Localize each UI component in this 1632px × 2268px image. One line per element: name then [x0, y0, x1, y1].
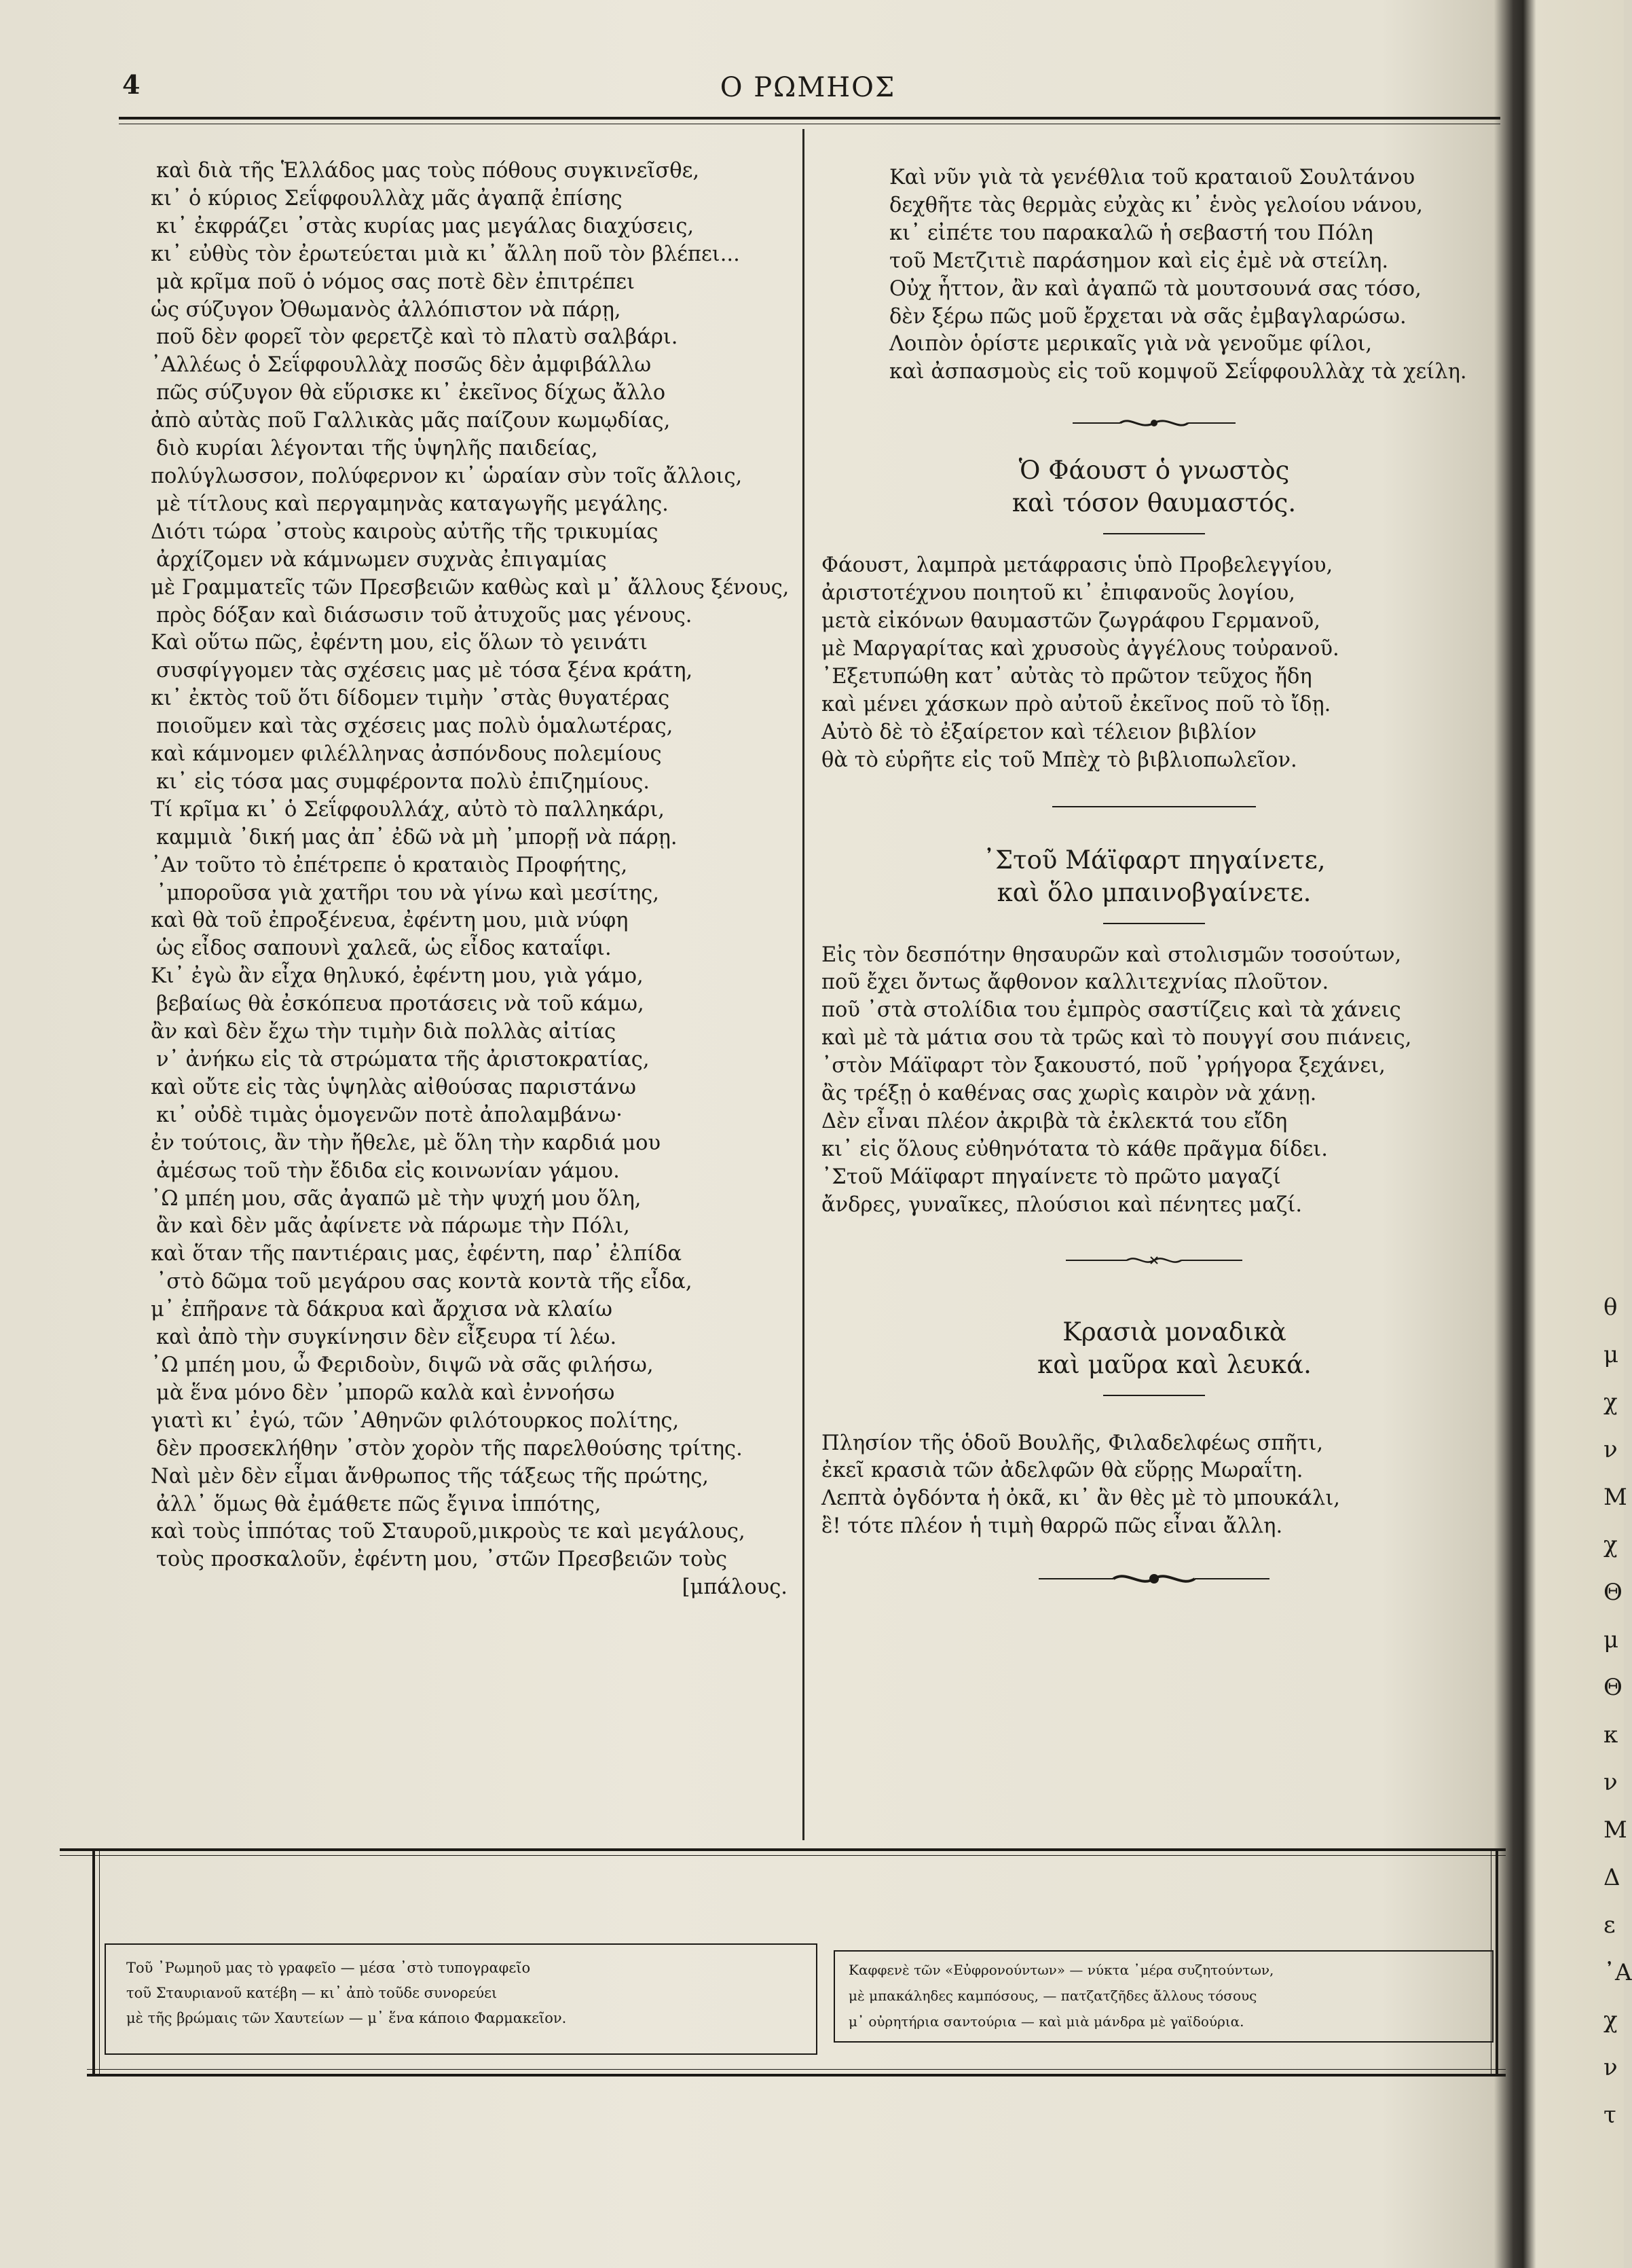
ad-lines: [106, 1945, 816, 2031]
poem-line: μὲ τίτλους καὶ περγαμηνὰς καταγωγῆς μεγάλης.: [156, 492, 669, 516]
poem-last-word: [μπάλους.: [682, 1575, 787, 1600]
poem-line: ᾽στὸ δῶμα τοῦ μεγάρου σας κοντὰ κοντὰ τῆς εἶδα,: [156, 1270, 692, 1294]
edge-letter: χ: [1603, 1531, 1618, 1558]
poem-line: βεβαίως θὰ ἐσκόπευα προτάσεις νὰ τοῦ κάμω,: [156, 992, 644, 1017]
poem-line: Καὶ οὕτω πῶς, ἐφέντη μου, εἰς ὅλων τὸ γεινάτι: [151, 631, 648, 655]
ornament-divider: [815, 1568, 1494, 1595]
poem-line: καὶ οὔτε εἰς τὰς ὑψηλὰς αἰθούσας παριστάνω: [151, 1075, 637, 1099]
verse-line: Πλησίον τῆς ὁδοῦ Βουλῆς, Φιλαδελφέως σπῆτι,: [821, 1431, 1324, 1455]
poem-line: ἀρχίζομεν νὰ κάμνωμεν συχνὰς ἐπιγαμίας: [156, 547, 607, 572]
poem-line: Τί κρῖμα κι᾽ ὁ Σεΐφφουλλάχ, αὐτὸ τὸ παλληκάρι,: [151, 797, 665, 822]
section-subtitle: καὶ τόσον θαυμαστός.: [1012, 488, 1297, 518]
edge-letter: ε: [1603, 1912, 1616, 1939]
advertisement-cafe: [834, 1950, 1494, 2043]
poem-line: τοὺς προσκαλοῦν, ἐφέντη μου, ᾽στῶν Πρεσβειῶν τοὺς: [156, 1548, 728, 1572]
poem-line: κι᾽ ὁ κύριος Σεΐφφουλλὰχ μᾶς ἀγαπᾷ ἐπίσης: [151, 186, 623, 211]
poem-line: ᾽Ω μπέη μου, σᾶς ἀγαπῶ μὲ τὴν ψυχή μου ὅλη,: [151, 1186, 642, 1211]
wine-section: [815, 1316, 1494, 1541]
verse-line: Δὲν εἶναι πλέον ἀκριβὰ τὰ ἐκλεκτά του εἴδη: [821, 1109, 1288, 1133]
verse-line: κι᾽ εἰπέτε του παρακαλῶ ἡ σεβαστή του Πόλη: [889, 221, 1373, 245]
edge-letter: ᾽Α: [1603, 1959, 1632, 1986]
poem-line: ᾽Αλλέως ὁ Σεΐφφουλλὰχ ποσῶς δὲν ἀμφιβάλλω: [151, 353, 652, 378]
frame-top-rule: [60, 1848, 1506, 1856]
edge-letter: Θ: [1603, 1579, 1622, 1606]
section-lines: [815, 552, 1494, 774]
poem-line: ἂν καὶ δὲν ἔχω τὴν τιμὴν διὰ πολλὰς αἰτίας: [151, 1020, 616, 1044]
poem-line: διὸ κυρίαι λέγονται τῆς ὑψηλῆς παιδείας,: [156, 437, 598, 461]
newspaper-title: Ο ΡΩΜΗΟΣ: [720, 72, 896, 103]
page-number: 4: [122, 69, 141, 100]
intro-verses: [815, 164, 1494, 386]
poem-line: μὲ Γραμματεῖς τῶν Πρεσβειῶν καθὼς καὶ μ᾽ ἄλλους ξένους,: [151, 575, 790, 600]
section-title: Κρασιὰ μοναδικὰ: [1062, 1317, 1286, 1347]
frame-left-rule: [92, 1848, 100, 2076]
ornament-divider: [815, 411, 1494, 438]
poem-line: Ναὶ μὲν δὲν εἶμαι ἄνθρωπος τῆς τάξεως τῆς πρώτης,: [151, 1464, 709, 1488]
short-rule: [1103, 923, 1205, 924]
poem-line: κι᾽ εἰς τόσα μας συμφέροντα πολὺ ἐπιζημίους.: [156, 769, 650, 794]
poem-line: κι᾽ οὐδὲ τιμὰς ὁμογενῶν ποτὲ ἀπολαμβάνω·: [156, 1103, 623, 1127]
poem-line: ἂν καὶ δὲν μᾶς ἀφίνετε νὰ πάρωμε τὴν Πόλι,: [156, 1214, 630, 1239]
poem-line: ᾽μποροῦσα γιὰ χατῆρι του νὰ γίνω καὶ μεσίτης,: [156, 881, 659, 905]
poem-line: καὶ ὅταν τῆς παντιέραις μας, ἐφέντη, παρ᾽ ἐλπίδα: [151, 1242, 682, 1266]
poem-line: καὶ ἀπὸ τὴν συγκίνησιν δὲν εἶξευρα τί λέω.: [156, 1325, 617, 1350]
footer-frame: [60, 1848, 1506, 2079]
poem-line: πολύγλωσσον, πολύφερνον κι᾽ ὡραίαν σὺν τοῖς ἄλλοις,: [151, 464, 743, 488]
verse-line: ᾽στὸν Μάϊφαρτ τὸν ξακουστό, ποῦ ᾽γρήγορα ξεχάνει,: [821, 1054, 1386, 1078]
poem-line: ποῦ δὲν φορεῖ τὸν φερετζὲ καὶ τὸ πλατὺ σαλβάρι.: [156, 325, 678, 350]
section-rule: [1052, 806, 1256, 807]
poem-line: μ᾽ ἐπῆρανε τὰ δάκρυα καὶ ἄρχισα νὰ κλαίω: [151, 1298, 613, 1322]
faust-section: [815, 454, 1494, 774]
poem-line: Διότι τώρα ᾽στοὺς καιροὺς αὐτῆς τῆς τρικυμίας: [151, 519, 659, 544]
poem-line: κι᾽ εὐθὺς τὸν ἐρωτεύεται μιὰ κι᾽ ἄλλη ποῦ τὸν βλέπει...: [151, 242, 740, 266]
edge-letter: μ: [1603, 1626, 1619, 1653]
section-lines: [815, 1430, 1494, 1541]
verse-line: μετὰ εἰκόνων θαυμαστῶν ζωγράφου Γερμανοῦ,: [821, 609, 1320, 634]
poem-line: ποιοῦμεν καὶ τὰς σχέσεις μας πολὺ ὁμαλωτέρας,: [156, 714, 673, 739]
verse-line: δεχθῆτε τὰς θερμὰς εὐχὰς κι᾽ ἑνὸς γελοίου νάνου,: [889, 193, 1423, 217]
verse-line: κι᾽ εἰς ὅλους εὐθηνότατα τὸ κάθε πρᾶγμα δίδει.: [821, 1137, 1328, 1161]
poem-line: πρὸς δόξαν καὶ διάσωσιν τοῦ ἀτυχοῦς μας γένους.: [156, 603, 692, 627]
section-subtitle: καὶ μαῦρα καὶ λευκά.: [1037, 1349, 1312, 1379]
edge-letter: ν: [1603, 2054, 1618, 2081]
verse-line: ᾽Εξετυπώθη κατ᾽ αὐτὰς τὸ πρῶτον τεῦχος ἤδη: [821, 664, 1312, 689]
poem-line: καὶ κάμνομεν φιλέλληνας ἀσπόνδους πολεμίους: [151, 742, 662, 767]
verse-line: ἄνδρες, γυναῖκες, πλούσιοι καὶ πένητες μαζί.: [821, 1192, 1303, 1217]
edge-letter: Δ: [1603, 1864, 1620, 1891]
poem-line: ἐν τούτοις, ἂν τὴν ἤθελε, μὲ ὅλη τὴν καρδιά μου: [151, 1131, 661, 1155]
section-subtitle: καὶ ὅλο μπαινοβγαίνετε.: [997, 877, 1312, 907]
poem-line: καὶ θὰ τοῦ ἐπροξένευα, ἐφέντη μου, μιὰ νύφη: [151, 909, 629, 933]
ad-line: μὲ μπακάληδες καμπόσους, — πατζατζῆδες ἄλλους τόσους: [849, 1988, 1257, 2004]
poem-line: ἀπὸ αὐτὰς ποῦ Γαλλικὰς μᾶς παίζουν κωμῳδίας,: [151, 409, 671, 433]
poem-line: μὰ κρῖμα ποῦ ὁ νόμος σας ποτὲ δὲν ἐπιτρέπει: [156, 270, 635, 294]
right-column: [815, 164, 1494, 1595]
ad-line: μὲ τῆς βρώμαις τῶν Χαυτείων — μ᾽ ἕνα κάποιο Φαρμακεῖον.: [126, 2010, 567, 2026]
edge-letter: κ: [1603, 1721, 1618, 1749]
poem-line: Κι᾽ ἐγὼ ἂν εἶχα θηλυκό, ἐφέντη μου, γιὰ γάμο,: [151, 964, 644, 989]
verse-line: Οὐχ ἧττον, ἂν καὶ ἀγαπῶ τὰ μουτσουνά σας τόσο,: [889, 276, 1422, 301]
edge-letter: θ: [1603, 1294, 1618, 1321]
page-header: [115, 62, 1500, 103]
verse-line: ἐκεῖ κρασιὰ τῶν ἀδελφῶν θὰ εὕρῃς Μωραΐτη.: [821, 1459, 1303, 1483]
section-title: ᾽Στοῦ Μάϊφαρτ πηγαίνετε,: [982, 845, 1326, 875]
poem-line: δὲν προσεκλήθην ᾽στὸν χορὸν τῆς παρελθούσης τρίτης.: [156, 1436, 743, 1461]
verse-line: καὶ μένει χάσκων πρὸ αὐτοῦ ἐκεῖνος ποῦ τὸ ἴδῃ.: [821, 692, 1331, 716]
verse-line: καὶ μὲ τὰ μάτια σου τὰ τρῶς καὶ τὸ πουγγί σου πιάνεις,: [821, 1026, 1412, 1050]
poem-line: ὡς σύζυγον Ὀθωμανὸς ἀλλόπιστον νὰ πάρῃ,: [151, 297, 621, 322]
poem-line: κι᾽ ἐκφράζει ᾽στὰς κυρίας μας μεγάλας διαχύσεις,: [156, 214, 694, 238]
poem-line: ἀμέσως τοῦ τὴν ἔδιδα εἰς κοινωνίαν γάμου.: [156, 1158, 620, 1183]
edge-letter: Μ: [1603, 1484, 1627, 1511]
verse-line: ἀριστοτέχνου ποιητοῦ κι᾽ ἐπιφανοῦς λογίου,: [821, 581, 1295, 606]
verse-line: Λοιπὸν ὁρίστε μερικαῖς γιὰ νὰ γενοῦμε φίλοι,: [889, 332, 1373, 356]
ad-line: μ᾽ οὐρητήρια σαντούρια — καὶ μιὰ μάνδρα μὲ γαϊδούρια.: [849, 2013, 1244, 2030]
poem-line: ν᾽ ἀνήκω εἰς τὰ στρώματα τῆς ἀριστοκρατίας,: [156, 1048, 650, 1072]
frame-bottom-rule: [87, 2069, 1506, 2077]
maifart-section: [815, 844, 1494, 1220]
poem-line: καὶ τοὺς ἱππότας τοῦ Σταυροῦ,μικροὺς τε καὶ μεγάλους,: [151, 1520, 745, 1544]
ad-lines: [835, 1952, 1492, 2034]
verse-line: Καὶ νῦν γιὰ τὰ γενέθλια τοῦ κραταιοῦ Σουλτάνου: [889, 166, 1415, 189]
verse-line: Αὐτὸ δὲ τὸ ἐξαίρετον καὶ τέλειον βιβλίον: [821, 720, 1257, 744]
poem-line: συσφίγγομεν τὰς σχέσεις μας μὲ τόσα ξένα κράτη,: [156, 659, 693, 683]
section-title: Ὁ Φάουστ ὁ γνωστὸς: [1018, 456, 1290, 486]
verse-line: δὲν ξέρω πῶς μοῦ ἔρχεται νὰ σᾶς ἐμβαγλαρώσω.: [889, 304, 1407, 329]
poem-line: κι᾽ ἐκτὸς τοῦ ὅτι δίδομεν τιμὴν ᾽στὰς θυγατέρας: [151, 687, 670, 711]
edge-letter: ν: [1603, 1436, 1618, 1463]
poem-line: καὶ διὰ τῆς Ἑλλάδος μας τοὺς πόθους συγκινεῖσθε,: [156, 159, 700, 183]
edge-letter: χ: [1603, 2007, 1618, 2034]
ad-line: Καφφενὲ τῶν «Εὐφρονούντων» — νύκτα ᾽μέρα συζητούντων,: [849, 1962, 1274, 1978]
verse-line: ποῦ ᾽στὰ στολίδια του ἐμπρὸς σαστίζεις καὶ τὰ χάνεις: [821, 998, 1401, 1023]
poem-line: ᾽Αν τοῦτο τὸ ἐπέτρεπε ὁ κραταιὸς Προφήτης,: [151, 853, 628, 877]
verse-line: τοῦ Μετζιτιὲ παράσημον καὶ εἰς ἐμὲ νὰ στείλη.: [889, 249, 1389, 273]
verse-line: Λεπτὰ ὀγδόντα ἡ ὀκᾶ, κι᾽ ἂν θὲς μὲ τὸ μπουκάλι,: [821, 1486, 1340, 1511]
verse-line: ἂς τρέξῃ ὁ καθένας σας χωρὶς καιρὸν νὰ χάνῃ.: [821, 1082, 1317, 1106]
edge-letter: μ: [1603, 1341, 1619, 1368]
poem-line: καμμιὰ ᾽δική μας ἀπ᾽ ἐδῶ νὰ μὴ ᾽μπορῇ νὰ πάρῃ.: [156, 825, 678, 849]
verse-line: μὲ Μαργαρίτας καὶ χρυσοὺς ἀγγέλους τοὐρανοῦ.: [821, 636, 1339, 661]
edge-letter: ν: [1603, 1769, 1618, 1796]
verse-line: ἒ! τότε πλέον ἡ τιμὴ θαρρῶ πῶς εἶναι ἄλλη.: [821, 1514, 1283, 1539]
verse-line: ποῦ ἔχει ὄντως ἄφθονον καλλιτεχνίας πλοῦτον.: [821, 970, 1329, 995]
verse-line: Εἰς τὸν δεσπότην θησαυρῶν καὶ στολισμῶν τοσούτων,: [821, 943, 1402, 967]
short-rule: [1103, 1395, 1205, 1396]
poem-line: μὰ ἕνα μόνο δὲν ᾽μπορῶ καλὰ καὶ ἐννοήσω: [156, 1380, 615, 1405]
left-column-poem: [129, 158, 790, 1602]
verse-line: καὶ ἀσπασμοὺς εἰς τοῦ κομψοῦ Σεΐφφουλλὰχ τὰ χείλη.: [889, 360, 1467, 384]
ornament-divider: [815, 1248, 1494, 1275]
verse-line: Φάουστ, λαμπρὰ μετάφρασις ὑπὸ Προβελεγγίου,: [821, 553, 1333, 578]
adjacent-page-edge: [1603, 1283, 1632, 2139]
ad-line: Τοῦ ᾽Ρωμηοῦ μας τὸ γραφεῖο — μέσα ᾽στὸ τυπογραφεῖο: [126, 1960, 531, 1976]
edge-letter: Μ: [1603, 1816, 1627, 1844]
poem-line: ἀλλ᾽ ὅμως θὰ ἐμάθετε πῶς ἔγινα ἱππότης,: [156, 1492, 601, 1516]
edge-letter: χ: [1603, 1389, 1618, 1416]
verse-line: ᾽Στοῦ Μάϊφαρτ πηγαίνετε τὸ πρῶτο μαγαζί: [821, 1165, 1281, 1189]
verse-line: θὰ τὸ εὑρῆτε εἰς τοῦ Μπὲχ τὸ βιβλιοπωλεῖον.: [821, 748, 1297, 772]
advertisement-office: [105, 1943, 817, 2055]
ad-line: τοῦ Σταυριανοῦ κατέβη — κι᾽ ἀπὸ τοῦδε συνορεύει: [126, 1985, 498, 2001]
poem-lines: [129, 158, 790, 1574]
column-divider: [802, 129, 804, 1840]
header-rule: [119, 117, 1500, 124]
poem-line: ὡς εἶδος σαπουνὶ χαλεᾶ, ὡς εἶδος καταΐφι.: [156, 936, 612, 961]
edge-letter: τ: [1603, 2102, 1616, 2129]
poem-line: πῶς σύζυγον θὰ εὕρισκε κι᾽ ἐκεῖνος δίχως ἄλλο: [156, 381, 666, 405]
short-rule: [1103, 533, 1205, 534]
section-lines: [815, 942, 1494, 1220]
poem-line: ᾽Ω μπέη μου, ὦ Φεριδοὺν, διψῶ νὰ σᾶς φιλήσω,: [151, 1353, 654, 1377]
edge-letter: Θ: [1603, 1674, 1622, 1701]
poem-line: γιατὶ κι᾽ ἐγώ, τῶν ᾽Αθηνῶν φιλότουρκος πολίτης,: [151, 1408, 680, 1433]
